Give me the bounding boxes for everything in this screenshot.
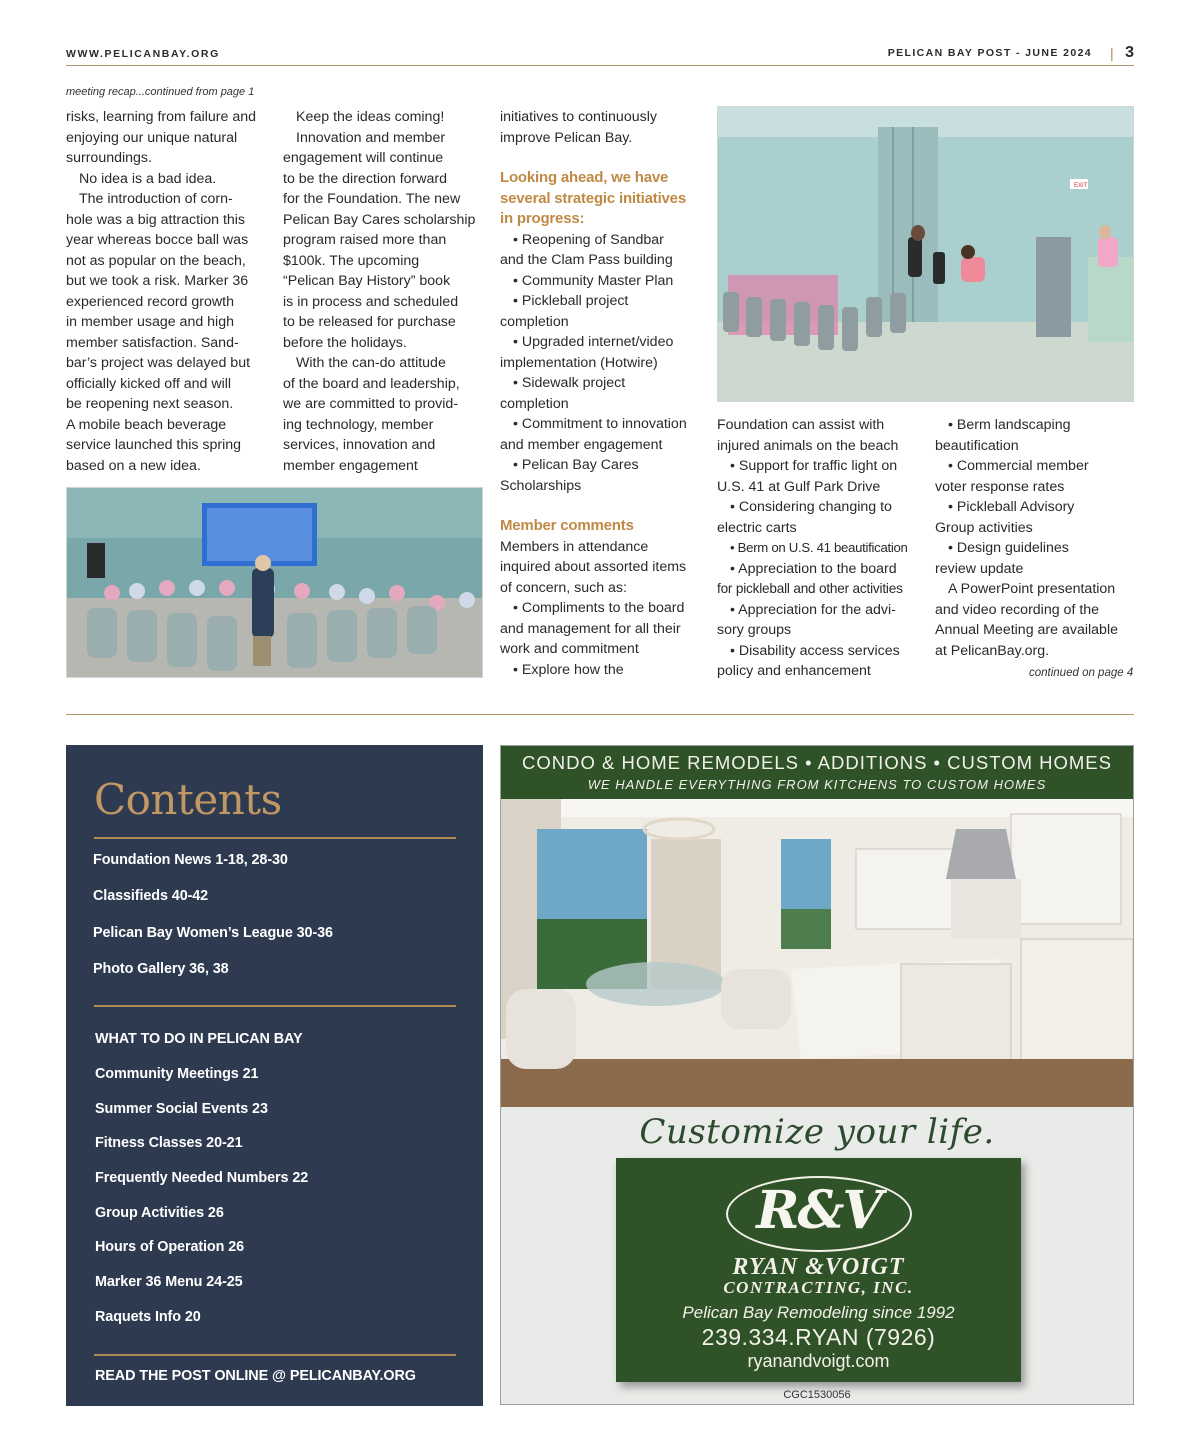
list-item: • Pickleball Advisory <box>948 499 1075 515</box>
exit-sign-text: EXIT <box>1074 183 1088 189</box>
header-divider: | <box>1110 45 1116 61</box>
contents-item-photo-gallery: Photo Gallery 36, 38 <box>93 961 229 977</box>
article-column-4 <box>717 415 927 682</box>
text-line: before the holidays. <box>283 334 407 351</box>
header-rule <box>66 65 1134 66</box>
text-line: program raised more than <box>283 232 447 248</box>
list-item: • Explore how the <box>513 661 624 678</box>
list-item: Group activities <box>935 519 1033 536</box>
continued-from-note: meeting recap...continued from page 1 <box>66 86 255 98</box>
text-line: The introduction of corn- <box>79 191 233 207</box>
contents-divider <box>94 1354 456 1356</box>
ad-banner-headline: CONDO & HOME REMODELS • ADDITIONS • CUSTOM HOMES <box>522 752 1112 773</box>
text-line: to be released for purchase <box>283 314 456 330</box>
list-item: completion <box>500 313 569 330</box>
ad-banner <box>501 746 1133 799</box>
list-item: • Reopening of Sandbar <box>513 231 664 248</box>
text-line: be reopening next season. <box>66 396 234 412</box>
contents-divider <box>94 837 456 839</box>
text-line: Pelican Bay Cares scholarship <box>283 211 476 228</box>
list-item: • Community Master Plan <box>513 272 674 289</box>
company-name: RYAN &VOIGT <box>732 1254 905 1280</box>
list-item: • Design guidelines <box>948 540 1069 556</box>
license-number: CGC1530056 <box>783 1389 851 1401</box>
list-item: • Pelican Bay Cares <box>513 457 639 473</box>
text-line: to be the direction forward <box>283 170 448 187</box>
section-heading-comments: Member comments <box>500 517 634 534</box>
meeting-room-photo <box>717 106 1134 402</box>
contents-item-summer-social-events: Summer Social Events 23 <box>95 1101 268 1117</box>
spacer <box>500 496 705 516</box>
publication-info <box>888 44 1134 62</box>
page-number: 3 <box>1125 44 1134 61</box>
text-line: officially kicked off and will <box>66 375 232 392</box>
page-header <box>66 44 1134 66</box>
list-item: • Pickleball project <box>513 293 629 309</box>
ad-tagline: Customize your life. <box>639 1112 995 1152</box>
rv-logo: R&V <box>756 1180 881 1241</box>
company-phone[interactable]: 239.334.RYAN (7926) <box>701 1324 936 1350</box>
text-line: surroundings. <box>66 150 152 166</box>
list-item: U.S. 41 at Gulf Park Drive <box>717 478 881 495</box>
list-item: • Berm landscaping <box>948 417 1071 433</box>
list-item: beautification <box>935 437 1019 454</box>
contents-item-fitness-classes: Fitness Classes 20-21 <box>95 1135 243 1151</box>
list-item: • Appreciation for the advi- <box>730 601 896 618</box>
read-online-link[interactable]: READ THE POST ONLINE @ PELICANBAY.ORG <box>95 1368 416 1384</box>
text-line: at PelicanBay.org. <box>935 642 1050 659</box>
text-line: member satisfaction. Sand- <box>66 334 239 351</box>
text-line: in member usage and high <box>66 314 234 330</box>
text-line: ing technology, member <box>283 416 434 433</box>
text-line: we are committed to provid- <box>283 396 459 412</box>
list-item: work and commitment <box>500 641 639 657</box>
text-line: injured animals on the beach <box>717 437 899 454</box>
company-website[interactable]: ryanandvoigt.com <box>747 1351 890 1371</box>
list-item: • Sidewalk project <box>513 375 626 391</box>
publication-title: PELICAN BAY POST - JUNE 2024 <box>887 47 1093 59</box>
text-line: A mobile beach beverage <box>66 416 227 433</box>
list-item: policy and enhancement <box>717 663 871 679</box>
text-line: based on a new idea. <box>66 457 201 474</box>
text-line: initiatives to continuously <box>500 109 657 125</box>
text-line: services, innovation and <box>283 437 436 453</box>
text-line: but we took a risk. Marker 36 <box>66 273 249 289</box>
site-url[interactable]: WWW.PELICANBAY.ORG <box>66 48 220 60</box>
company-since: Pelican Bay Remodeling since 1992 <box>682 1303 955 1322</box>
text-line: year whereas bocce ball was <box>66 232 249 248</box>
article-column-2 <box>283 107 488 476</box>
text-line: With the can-do attitude <box>296 355 446 371</box>
contents-section-heading: WHAT TO DO IN PELICAN BAY <box>95 1031 303 1047</box>
contents-item-group-activities: Group Activities 26 <box>95 1205 224 1221</box>
continued-on-note: continued on page 4 <box>1029 667 1134 679</box>
list-item: and the Clam Pass building <box>500 252 673 268</box>
ryan-voigt-advertisement <box>500 745 1134 1405</box>
contents-item-raquets-info: Raquets Info 20 <box>95 1309 201 1325</box>
text-line: member engagement <box>283 457 418 474</box>
list-item: and member engagement <box>500 436 663 453</box>
list-item: • Commitment to innovation <box>513 416 687 432</box>
ad-banner-subheadline: WE HANDLE EVERYTHING FROM KITCHENS TO CUSTOM HOMES <box>587 777 1047 792</box>
kitchen-photo <box>501 799 1133 1107</box>
annual-meeting-audience-photo <box>66 487 483 678</box>
section-heading-initiatives: several strategic initiatives <box>500 189 686 207</box>
text-line: engagement will continue <box>283 150 444 166</box>
list-item: Scholarships <box>500 477 582 494</box>
text-line: not as popular on the beach, <box>66 252 246 269</box>
text-line: is in process and scheduled <box>283 293 459 310</box>
text-line: risks, learning from failure and <box>66 109 257 125</box>
list-item: review update <box>935 560 1024 577</box>
text-line: $100k. The upcoming <box>283 252 420 269</box>
section-heading-initiatives: in progress: <box>500 210 585 227</box>
list-item: • Upgraded internet/video <box>513 334 674 350</box>
list-item: sory groups <box>717 622 792 638</box>
text-line: of the board and leadership, <box>283 375 460 392</box>
list-item: • Support for traffic light on <box>730 458 898 474</box>
contents-item-community-meetings: Community Meetings 21 <box>95 1066 259 1082</box>
contents-item-marker-36-menu: Marker 36 Menu 24-25 <box>95 1274 243 1290</box>
text-line: Innovation and member <box>296 129 446 146</box>
article-column-3 <box>500 107 705 680</box>
text-line: and video recording of the <box>935 601 1100 618</box>
text-line: Keep the ideas coming! <box>296 109 445 125</box>
annual-meeting-audience-photo-art <box>67 488 483 678</box>
text-line: Foundation can assist with <box>717 417 885 433</box>
list-item: • Appreciation to the board <box>730 560 897 577</box>
list-item: • Compliments to the board <box>513 600 685 616</box>
contents-item-hours-of-operation: Hours of Operation 26 <box>95 1239 245 1255</box>
list-item: completion <box>500 395 569 412</box>
contents-divider <box>94 1005 456 1007</box>
text-line: of concern, such as: <box>500 579 627 596</box>
text-line: Annual Meeting are available <box>935 622 1118 638</box>
section-heading-initiatives: Looking ahead, we have <box>500 169 669 186</box>
contents-item-womens-league: Pelican Bay Women’s League 30-36 <box>93 925 333 941</box>
list-item: implementation (Hotwire) <box>500 354 658 371</box>
list-item: for pickleball and other activities <box>717 581 903 596</box>
text-line: for the Foundation. The new <box>283 191 461 207</box>
company-card <box>616 1158 1021 1382</box>
text-line: “Pelican Bay History” book <box>283 273 451 289</box>
company-name-suffix: CONTRACTING, INC. <box>723 1278 914 1297</box>
contents-title: Contents <box>94 775 282 824</box>
contents-item-frequently-needed-numbers: Frequently Needed Numbers 22 <box>95 1170 309 1186</box>
contents-item-foundation-news: Foundation News 1-18, 28-30 <box>93 852 288 868</box>
meeting-room-photo-art <box>718 107 1134 402</box>
section-rule <box>66 714 1134 715</box>
list-item: voter response rates <box>935 478 1065 495</box>
text-line: A PowerPoint presentation <box>948 581 1116 597</box>
list-item: • Commercial member <box>948 458 1089 474</box>
text-line: bar’s project was delayed but <box>66 355 251 371</box>
article-column-5 <box>935 415 1140 661</box>
text-line: experienced record growth <box>66 293 234 310</box>
contents-item-classifieds: Classifieds 40-42 <box>93 888 209 904</box>
text-line: inquired about assorted items <box>500 559 687 575</box>
list-item: • Considering changing to <box>730 499 892 515</box>
list-item: • Disability access services <box>730 642 900 659</box>
text-line: hole was a big attraction this <box>66 211 246 228</box>
list-item: and management for all their <box>500 620 681 637</box>
text-line: Members in attendance <box>500 538 649 555</box>
spacer <box>500 148 705 168</box>
article-column-1 <box>66 107 271 476</box>
list-item: • Berm on U.S. 41 beautification <box>730 540 908 555</box>
text-line: service launched this spring <box>66 437 242 453</box>
kitchen-photo-art <box>501 799 1133 1107</box>
table-of-contents <box>66 745 483 1406</box>
text-line: enjoying our unique natural <box>66 129 238 146</box>
text-line: No idea is a bad idea. <box>79 170 217 187</box>
text-line: improve Pelican Bay. <box>500 129 633 146</box>
list-item: electric carts <box>717 519 797 536</box>
